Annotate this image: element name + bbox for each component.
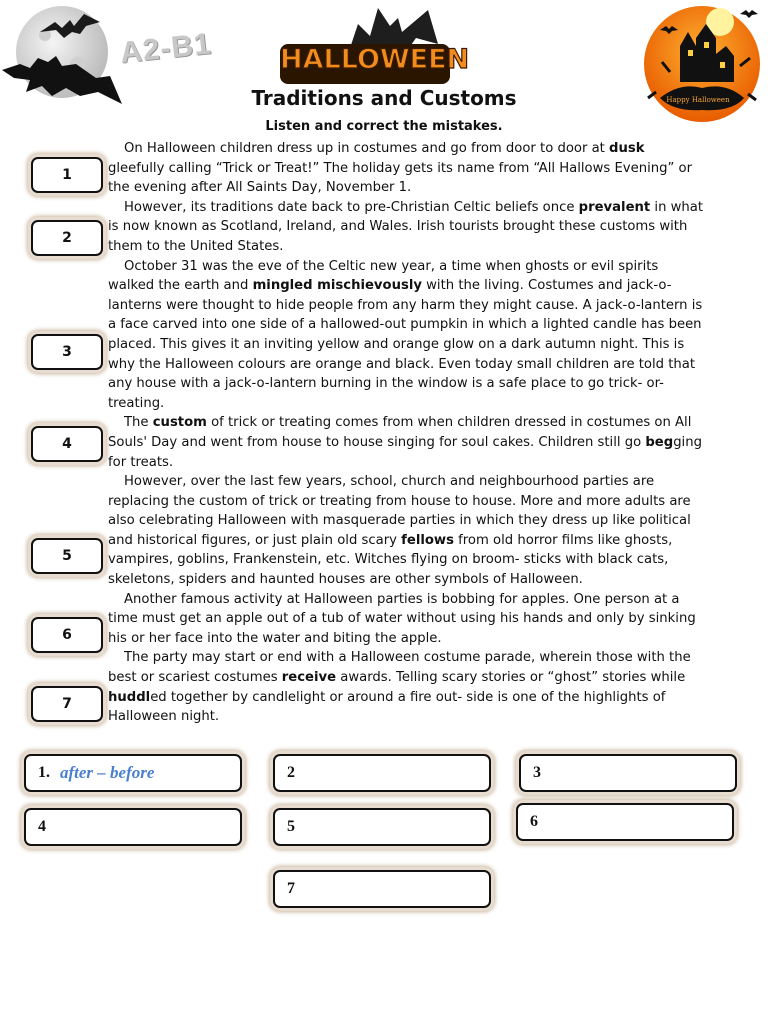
answer-box-6[interactable] — [516, 803, 734, 841]
haunted-house-icon — [640, 2, 764, 126]
answer-box-4[interactable] — [24, 808, 242, 846]
answer-number: 6 — [530, 813, 538, 830]
paragraph-1: On Halloween children dress up in costumes and go from door to door at dusk gleefully calling “Trick or Treat!” The holiday gets its name from “All Hallows Evening” or the evening after All Saints Day, November 1. — [108, 141, 692, 196]
page-title: Traditions and Customs — [251, 86, 517, 110]
number-box-7: 7 — [31, 686, 103, 722]
paragraph-5: However, over the last few years, school, church and neighbourhood parties are replacing the custom of trick or treating from house to house. More and more adults are also celebrating Halloween with masquerade parties in which they dress up like political and historical figures, or just plain old scary fellows from old horror films like ghosts, vampires, goblins, Frankenstein, etc. Witches flying on broom- sticks with black cats, skeletons, spiders and haunted houses are other symbols of Halloween. — [108, 474, 691, 588]
number-box-6: 6 — [31, 617, 103, 653]
answer-number: 5 — [287, 818, 295, 835]
answer-box-3[interactable] — [519, 754, 737, 792]
story-text — [108, 139, 704, 727]
answer-box-1[interactable] — [24, 754, 242, 792]
answer-number: 2 — [287, 764, 295, 781]
answer-box-2[interactable] — [273, 754, 491, 792]
number-box-4: 4 — [31, 426, 103, 462]
number-box-5: 5 — [31, 538, 103, 574]
answer-number: 1. — [38, 764, 50, 781]
svg-text:Happy Halloween: Happy Halloween — [666, 96, 730, 104]
answer-number: 4 — [38, 818, 46, 835]
halloween-logo-text: HALLOWEEN — [280, 44, 470, 75]
answer-number: 3 — [533, 764, 541, 781]
paragraph-6: Another famous activity at Halloween parties is bobbing for apples. One person at a time must get an apple out of a tub of water without using his hands and only by sinking his or her face into the water and biting the apple. — [108, 591, 696, 646]
answer-text: after – before — [60, 763, 155, 782]
answer-box-5[interactable] — [273, 808, 491, 846]
level-label: A2-B1 — [118, 27, 214, 70]
instruction: Listen and correct the mistakes. — [265, 119, 503, 134]
paragraph-3: October 31 was the eve of the Celtic new year, a time when ghosts or evil spirits walked the earth and mingled mischievously with the living. Costumes and jack-o-lanterns were thought to hide people from any harm they might cause. A jack-o-lantern is a face carved into one side of a hallowed-out pumpkin in which a lighted candle has been placed. This gives it an inviting yellow and orange glow on a dark autumn night. This is why the Halloween colours are orange and black. Even today small children are told that any house with a jack-o-lantern burning in the window is a safe place to go trick- or-treating. — [108, 258, 703, 411]
paragraph-2: However, its traditions date back to pre-Christian Celtic beliefs once prevalent in what is now known as Scotland, Ireland, and Wales. Irish tourists brought these customs with them to the United States. — [108, 199, 704, 254]
paragraph-7: The party may start or end with a Halloween costume parade, wherein those with the best or scariest costumes receive awards. Telling scary stories or “ghost” stories while huddled together by candlelight or around a fire out- side is one of the highlights of Halloween night. — [108, 650, 691, 725]
number-box-1: 1 — [31, 157, 103, 193]
answer-box-7[interactable] — [273, 870, 491, 908]
number-box-2: 2 — [31, 220, 103, 256]
paragraph-4: The custom of trick or treating comes from when children dressed in costumes on All Souls' Day and went from house to house singing for soul cakes. Children still go begging for treats. — [108, 415, 702, 470]
answer-number: 7 — [287, 880, 295, 897]
number-box-3: 3 — [31, 334, 103, 370]
